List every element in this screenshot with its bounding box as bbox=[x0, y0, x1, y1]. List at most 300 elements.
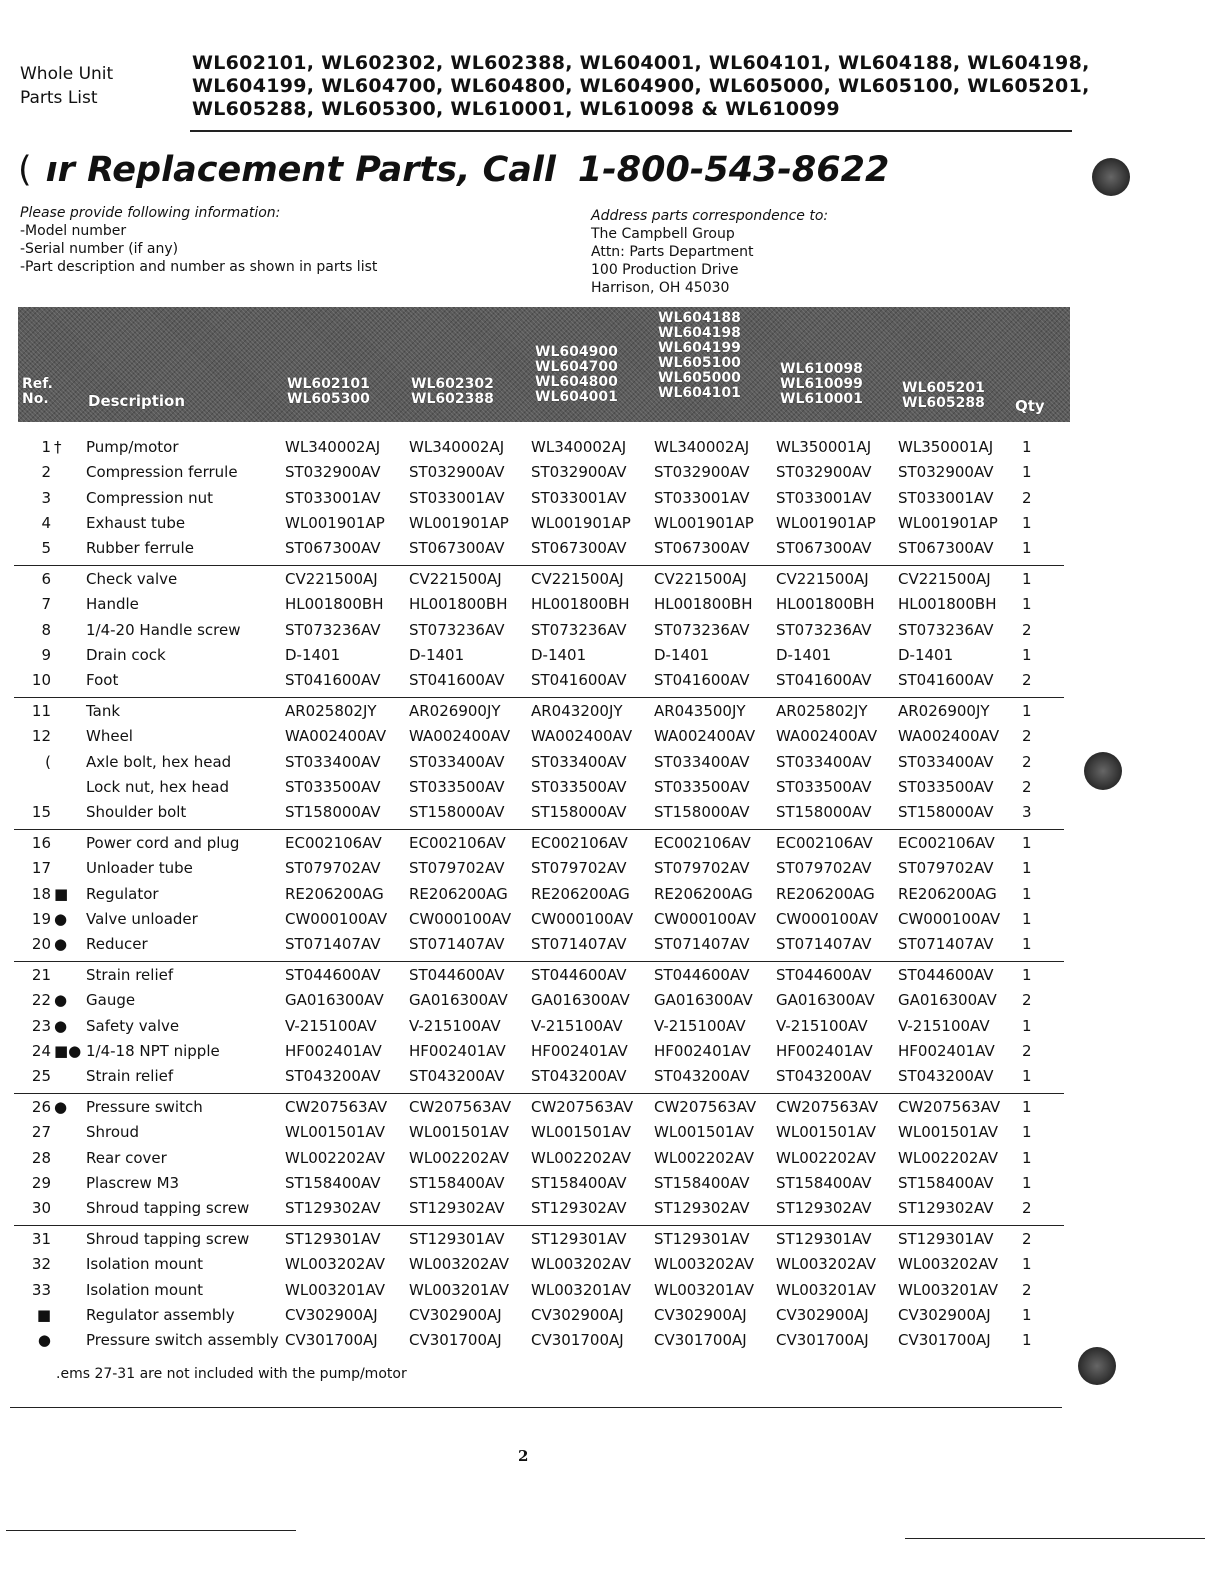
table-row bbox=[18, 1281, 1068, 1306]
parts-address-heading: Address parts correspondence to: bbox=[591, 208, 829, 224]
part-number: ST129301AV bbox=[285, 1230, 381, 1248]
part-number: ST044600AV bbox=[285, 966, 381, 984]
page-number: 2 bbox=[518, 1447, 529, 1465]
info-request bbox=[20, 204, 377, 276]
header-ref-line2: No. bbox=[22, 391, 49, 407]
part-number: ST032900AV bbox=[285, 463, 381, 482]
part-number: D-1401 bbox=[531, 645, 587, 664]
table-row bbox=[18, 671, 1068, 696]
table-row bbox=[18, 621, 1068, 646]
part-number: EC002106AV bbox=[898, 834, 995, 852]
table-row bbox=[18, 463, 1068, 488]
phone-number: 1-800-543-8622 bbox=[577, 150, 890, 190]
part-number: WL001901AP bbox=[776, 513, 876, 532]
model-list-line2: WL604199, WL604700, WL604800, WL604900, WL605000, WL605100, WL605201, bbox=[192, 75, 1090, 97]
part-number: ST032900AV bbox=[776, 463, 872, 482]
table-row bbox=[18, 646, 1068, 671]
part-number: WL002202AV bbox=[409, 1148, 510, 1167]
part-number: CV301700AJ bbox=[898, 1331, 991, 1350]
table-row bbox=[18, 966, 1068, 991]
part-number: ST033001AV bbox=[776, 488, 872, 507]
table-row bbox=[18, 935, 1068, 960]
part-number: ST041600AV bbox=[531, 671, 627, 690]
part-number: RE206200AG bbox=[531, 884, 630, 903]
part-number: WL340002AJ bbox=[654, 438, 750, 456]
part-number: CV302900AJ bbox=[531, 1305, 624, 1324]
ref-number: 20 bbox=[31, 935, 51, 954]
ref-number: 1 bbox=[41, 438, 51, 456]
part-number: ST043200AV bbox=[654, 1067, 750, 1086]
ref-number: 15 bbox=[31, 803, 51, 822]
part-number: ST041600AV bbox=[409, 671, 505, 690]
ref-number: 22 bbox=[31, 991, 51, 1010]
parts-address bbox=[591, 207, 828, 297]
part-number: WL001501AV bbox=[285, 1123, 386, 1142]
part-number: WL002202AV bbox=[531, 1148, 632, 1167]
part-number: AR026900JY bbox=[409, 702, 501, 720]
part-number: CV221500AJ bbox=[285, 570, 378, 588]
part-description: Drain cock bbox=[86, 645, 166, 664]
ref-number: 4 bbox=[41, 513, 51, 532]
table-row bbox=[18, 910, 1068, 935]
part-number: ST033400AV bbox=[531, 752, 627, 771]
part-number: ST158400AV bbox=[898, 1173, 994, 1192]
part-description: Pressure switch bbox=[86, 1098, 203, 1116]
quantity: 1 bbox=[1022, 570, 1032, 588]
assembly-marker: ● bbox=[54, 1016, 68, 1035]
part-number: WA002400AV bbox=[654, 727, 756, 746]
bottom-rule-left bbox=[6, 1530, 296, 1531]
quantity: 2 bbox=[1022, 1199, 1032, 1218]
part-number: WL340002AJ bbox=[409, 438, 505, 456]
part-number: V-215100AV bbox=[776, 1016, 868, 1035]
page-title bbox=[18, 150, 889, 190]
part-description: Lock nut, hex head bbox=[86, 777, 229, 796]
ref-number: 9 bbox=[41, 645, 51, 664]
ref-number: 28 bbox=[31, 1148, 51, 1167]
part-number: HF002401AV bbox=[898, 1041, 995, 1060]
part-number: ST079702AV bbox=[898, 859, 994, 878]
part-number: HL001800BH bbox=[898, 595, 997, 614]
ref-number: 11 bbox=[31, 702, 51, 720]
ref-number: ● bbox=[37, 1331, 51, 1350]
part-number: ST043200AV bbox=[531, 1067, 627, 1086]
group-divider bbox=[14, 1093, 1064, 1094]
quantity: 2 bbox=[1022, 1041, 1032, 1060]
part-number: WL003201AV bbox=[776, 1280, 877, 1299]
ref-number: 23 bbox=[31, 1016, 51, 1035]
ref-number: 33 bbox=[31, 1280, 51, 1299]
quantity: 1 bbox=[1022, 935, 1032, 954]
part-description: Rubber ferrule bbox=[86, 539, 194, 558]
quantity: 1 bbox=[1022, 909, 1032, 928]
part-description: Plascrew M3 bbox=[86, 1173, 180, 1192]
part-number: ST158000AV bbox=[898, 803, 994, 822]
table-row bbox=[18, 1174, 1068, 1199]
header-model: WL604198 bbox=[658, 325, 741, 341]
part-number: WL001501AV bbox=[409, 1123, 510, 1142]
part-number: ST041600AV bbox=[776, 671, 872, 690]
quantity: 1 bbox=[1022, 1255, 1032, 1274]
ref-number: ■ bbox=[36, 1305, 51, 1324]
part-number: RE206200AG bbox=[409, 884, 508, 903]
header-col1 bbox=[287, 377, 370, 407]
part-description: Compression nut bbox=[86, 488, 213, 507]
part-number: HL001800BH bbox=[776, 595, 875, 614]
part-number: ST073236AV bbox=[531, 620, 627, 639]
header-ref bbox=[22, 377, 53, 407]
assembly-marker: ● bbox=[54, 935, 68, 954]
table-row bbox=[18, 885, 1068, 910]
title-text: ır Replacement Parts, Call bbox=[45, 150, 556, 190]
header-col3 bbox=[535, 345, 618, 405]
ref-number: 24 bbox=[31, 1041, 51, 1060]
part-number: WL003201AV bbox=[531, 1280, 632, 1299]
part-number: RE206200AG bbox=[285, 884, 384, 903]
part-number: ST158000AV bbox=[285, 803, 381, 822]
part-number: WL002202AV bbox=[285, 1148, 386, 1167]
part-number: ST033500AV bbox=[409, 777, 505, 796]
part-number: HL001800BH bbox=[409, 595, 508, 614]
table-row bbox=[18, 1331, 1068, 1356]
part-number: V-215100AV bbox=[531, 1016, 623, 1035]
info-request-heading: Please provide following information: bbox=[20, 205, 281, 221]
ref-number: 17 bbox=[31, 859, 51, 878]
part-number: WL003201AV bbox=[898, 1280, 999, 1299]
part-number: ST073236AV bbox=[409, 620, 505, 639]
part-description: Power cord and plug bbox=[86, 834, 240, 852]
part-number: ST032900AV bbox=[531, 463, 627, 482]
part-number: RE206200AG bbox=[776, 884, 875, 903]
group-divider bbox=[14, 565, 1064, 566]
quantity: 2 bbox=[1022, 671, 1032, 690]
hole-punch-icon bbox=[1078, 1347, 1116, 1385]
part-number: WL001501AV bbox=[531, 1123, 632, 1142]
part-number: ST033400AV bbox=[285, 752, 381, 771]
part-description: Shroud bbox=[86, 1123, 140, 1142]
part-description: Compression ferrule bbox=[86, 463, 238, 482]
part-number: ST129301AV bbox=[776, 1230, 872, 1248]
header-model: WL604199 bbox=[658, 340, 741, 356]
part-description: Strain relief bbox=[86, 1067, 174, 1086]
part-number: ST158400AV bbox=[531, 1173, 627, 1192]
part-number: ST079702AV bbox=[776, 859, 872, 878]
part-description: Rear cover bbox=[86, 1148, 167, 1167]
part-number: CW207563AV bbox=[776, 1098, 879, 1116]
part-number: ST129302AV bbox=[531, 1199, 627, 1218]
part-number: ST129302AV bbox=[409, 1199, 505, 1218]
part-number: D-1401 bbox=[285, 645, 341, 664]
part-description: Check valve bbox=[86, 570, 178, 588]
group-divider bbox=[14, 1225, 1064, 1226]
header-model: WL604800 bbox=[535, 374, 618, 390]
quantity: 1 bbox=[1022, 539, 1032, 558]
part-number: ST158400AV bbox=[409, 1173, 505, 1192]
part-number: CV221500AJ bbox=[776, 570, 869, 588]
part-number: HF002401AV bbox=[409, 1041, 506, 1060]
header-ref-line1: Ref. bbox=[22, 376, 53, 392]
quantity: 2 bbox=[1022, 727, 1032, 746]
header-col2 bbox=[411, 377, 494, 407]
part-number: WL003202AV bbox=[285, 1255, 386, 1274]
part-number: ST033500AV bbox=[285, 777, 381, 796]
part-number: ST071407AV bbox=[285, 935, 381, 954]
part-number: ST071407AV bbox=[776, 935, 872, 954]
quantity: 1 bbox=[1022, 1305, 1032, 1324]
part-number: ST041600AV bbox=[898, 671, 994, 690]
info-request-item: -Model number bbox=[20, 223, 127, 239]
part-number: ST044600AV bbox=[776, 966, 872, 984]
model-list-line1: WL602101, WL602302, WL602388, WL604001, WL604101, WL604188, WL604198, bbox=[192, 52, 1090, 74]
part-description: 1/4-18 NPT nipple bbox=[86, 1041, 220, 1060]
part-number: ST067300AV bbox=[409, 539, 505, 558]
quantity: 2 bbox=[1022, 991, 1032, 1010]
part-number: ST158000AV bbox=[654, 803, 750, 822]
part-number: ST158000AV bbox=[409, 803, 505, 822]
table-row bbox=[18, 1098, 1068, 1123]
table-row bbox=[18, 778, 1068, 803]
part-number: ST041600AV bbox=[285, 671, 381, 690]
part-number: ST071407AV bbox=[409, 935, 505, 954]
part-number: WL002202AV bbox=[898, 1148, 999, 1167]
part-number: WL001501AV bbox=[776, 1123, 877, 1142]
part-number: ST041600AV bbox=[654, 671, 750, 690]
part-number: ST071407AV bbox=[654, 935, 750, 954]
group-divider bbox=[14, 961, 1064, 962]
part-number: RE206200AG bbox=[654, 884, 753, 903]
part-number: AR043500JY bbox=[654, 702, 746, 720]
header-model: WL610001 bbox=[780, 391, 863, 407]
table-row bbox=[18, 489, 1068, 514]
ref-number: 30 bbox=[31, 1199, 51, 1218]
part-number: WL003201AV bbox=[409, 1280, 510, 1299]
part-number: CV301700AJ bbox=[409, 1331, 502, 1350]
ref-number: 26 bbox=[31, 1098, 51, 1116]
part-number: ST044600AV bbox=[531, 966, 627, 984]
quantity: 1 bbox=[1022, 966, 1032, 984]
table-row bbox=[18, 570, 1068, 595]
model-list-line3: WL605288, WL605300, WL610001, WL610098 & WL610099 bbox=[192, 98, 840, 120]
part-number: CW000100AV bbox=[531, 909, 634, 928]
part-number: D-1401 bbox=[776, 645, 832, 664]
part-number: WL350001AJ bbox=[776, 438, 872, 456]
part-number: ST073236AV bbox=[776, 620, 872, 639]
part-number: ST033400AV bbox=[654, 752, 750, 771]
ref-number: 8 bbox=[41, 620, 51, 639]
ref-number: 2 bbox=[41, 463, 51, 482]
part-number: AR026900JY bbox=[898, 702, 990, 720]
part-number: CV221500AJ bbox=[654, 570, 747, 588]
part-number: GA016300AV bbox=[776, 991, 875, 1010]
part-number: AR043200JY bbox=[531, 702, 623, 720]
part-number: V-215100AV bbox=[285, 1016, 377, 1035]
part-number: ST032900AV bbox=[654, 463, 750, 482]
part-number: WL003202AV bbox=[531, 1255, 632, 1274]
part-number: WL001501AV bbox=[654, 1123, 755, 1142]
quantity: 1 bbox=[1022, 1067, 1032, 1086]
part-number: ST158400AV bbox=[776, 1173, 872, 1192]
quantity: 2 bbox=[1022, 1230, 1032, 1248]
header-model: WL604101 bbox=[658, 385, 741, 401]
part-number: CW207563AV bbox=[898, 1098, 1001, 1116]
part-number: WL001901AP bbox=[654, 513, 754, 532]
part-number: WL002202AV bbox=[776, 1148, 877, 1167]
table-row bbox=[18, 702, 1068, 727]
part-number: EC002106AV bbox=[531, 834, 628, 852]
part-number: WL340002AJ bbox=[285, 438, 381, 456]
table-row bbox=[18, 1067, 1068, 1092]
header-model: WL610098 bbox=[780, 361, 863, 377]
ref-number: 21 bbox=[31, 966, 51, 984]
part-number: HL001800BH bbox=[285, 595, 384, 614]
table-row bbox=[18, 1123, 1068, 1148]
part-number: ST043200AV bbox=[285, 1067, 381, 1086]
assembly-marker: ■● bbox=[54, 1041, 82, 1060]
ref-number: 19 bbox=[31, 909, 51, 928]
part-number: ST071407AV bbox=[531, 935, 627, 954]
header-model: WL604900 bbox=[535, 344, 618, 360]
header-model: WL610099 bbox=[780, 376, 863, 392]
table-row bbox=[18, 539, 1068, 564]
part-number: ST033500AV bbox=[776, 777, 872, 796]
part-number: CW000100AV bbox=[898, 909, 1001, 928]
part-number: CV221500AJ bbox=[531, 570, 624, 588]
header-model: WL605288 bbox=[902, 395, 985, 411]
part-number: WA002400AV bbox=[898, 727, 1000, 746]
quantity: 1 bbox=[1022, 595, 1032, 614]
header-col5 bbox=[780, 362, 863, 407]
quantity: 2 bbox=[1022, 777, 1032, 796]
part-number: ST129302AV bbox=[285, 1199, 381, 1218]
part-number: ST044600AV bbox=[654, 966, 750, 984]
ref-number: 31 bbox=[31, 1230, 51, 1248]
ref-number: ( bbox=[45, 752, 51, 771]
model-list bbox=[192, 52, 1092, 121]
part-description: 1/4-20 Handle screw bbox=[86, 620, 241, 639]
part-description: Regulator assembly bbox=[86, 1305, 235, 1324]
part-description: Isolation mount bbox=[86, 1280, 203, 1299]
hole-punch-icon bbox=[1084, 752, 1122, 790]
part-number: ST158000AV bbox=[776, 803, 872, 822]
header-col4 bbox=[658, 311, 741, 401]
hole-punch-icon bbox=[1092, 158, 1130, 196]
part-number: ST033400AV bbox=[776, 752, 872, 771]
parts-address-line: Attn: Parts Department bbox=[591, 244, 754, 260]
parts-address-line: Harrison, OH 45030 bbox=[591, 280, 730, 296]
part-number: ST033400AV bbox=[898, 752, 994, 771]
quantity: 1 bbox=[1022, 859, 1032, 878]
part-number: WL003201AV bbox=[285, 1280, 386, 1299]
footnote: .ems 27-31 are not included with the pump/motor bbox=[56, 1366, 407, 1382]
assembly-marker: † bbox=[54, 438, 62, 456]
part-description: Tank bbox=[86, 702, 121, 720]
header-col6 bbox=[902, 381, 985, 411]
quantity: 1 bbox=[1022, 645, 1032, 664]
part-number: CV221500AJ bbox=[898, 570, 991, 588]
part-number: ST079702AV bbox=[654, 859, 750, 878]
table-row bbox=[18, 438, 1068, 463]
part-number: ST043200AV bbox=[776, 1067, 872, 1086]
part-number: ST079702AV bbox=[409, 859, 505, 878]
table-row bbox=[18, 753, 1068, 778]
part-number: ST158400AV bbox=[654, 1173, 750, 1192]
part-description: Isolation mount bbox=[86, 1255, 203, 1274]
part-number: CV302900AJ bbox=[898, 1305, 991, 1324]
ref-number: 7 bbox=[41, 595, 51, 614]
part-number: ST129302AV bbox=[654, 1199, 750, 1218]
header-model: WL602302 bbox=[411, 376, 494, 392]
table-row bbox=[18, 1017, 1068, 1042]
part-number: CV301700AJ bbox=[654, 1331, 747, 1350]
part-number: CW207563AV bbox=[409, 1098, 512, 1116]
table-row bbox=[18, 803, 1068, 828]
part-number: ST079702AV bbox=[531, 859, 627, 878]
ref-number: 25 bbox=[31, 1067, 51, 1086]
part-number: HF002401AV bbox=[531, 1041, 628, 1060]
table-row bbox=[18, 1230, 1068, 1255]
part-description: Shoulder bolt bbox=[86, 803, 187, 822]
header-model: WL602101 bbox=[287, 376, 370, 392]
part-number: ST073236AV bbox=[654, 620, 750, 639]
part-number: CV301700AJ bbox=[285, 1331, 378, 1350]
part-description: Reducer bbox=[86, 935, 148, 954]
quantity: 1 bbox=[1022, 1016, 1032, 1035]
part-number: WL001501AV bbox=[898, 1123, 999, 1142]
part-number: ST033001AV bbox=[409, 488, 505, 507]
header-model: WL605100 bbox=[658, 355, 741, 371]
part-description: Gauge bbox=[86, 991, 136, 1010]
part-number: ST044600AV bbox=[409, 966, 505, 984]
quantity: 1 bbox=[1022, 1331, 1032, 1350]
part-number: ST044600AV bbox=[898, 966, 994, 984]
quantity: 1 bbox=[1022, 1173, 1032, 1192]
part-number: CW207563AV bbox=[531, 1098, 634, 1116]
part-number: ST033001AV bbox=[531, 488, 627, 507]
header-model: WL604188 bbox=[658, 310, 741, 326]
table-row bbox=[18, 834, 1068, 859]
quantity: 1 bbox=[1022, 1098, 1032, 1116]
part-number: ST067300AV bbox=[776, 539, 872, 558]
table-row bbox=[18, 1255, 1068, 1280]
header-model: WL605201 bbox=[902, 380, 985, 396]
part-number: V-215100AV bbox=[654, 1016, 746, 1035]
part-description: Pressure switch assembly bbox=[86, 1331, 279, 1350]
part-number: CW207563AV bbox=[654, 1098, 757, 1116]
part-description: Pump/motor bbox=[86, 438, 179, 456]
table-row bbox=[18, 595, 1068, 620]
assembly-marker: ■ bbox=[54, 884, 69, 903]
part-description: Foot bbox=[86, 671, 119, 690]
ref-number: 27 bbox=[31, 1123, 51, 1142]
part-number: CW000100AV bbox=[776, 909, 879, 928]
ref-number: 3 bbox=[41, 488, 51, 507]
part-number: ST073236AV bbox=[898, 620, 994, 639]
part-number: ST032900AV bbox=[409, 463, 505, 482]
part-number: ST129301AV bbox=[531, 1230, 627, 1248]
part-number: ST071407AV bbox=[898, 935, 994, 954]
part-number: ST158400AV bbox=[285, 1173, 381, 1192]
footer-divider bbox=[10, 1407, 1062, 1408]
part-number: ST033001AV bbox=[654, 488, 750, 507]
ref-number: 16 bbox=[31, 834, 51, 852]
part-number: GA016300AV bbox=[898, 991, 997, 1010]
info-request-item: -Part description and number as shown in parts list bbox=[20, 259, 378, 275]
part-number: WA002400AV bbox=[531, 727, 633, 746]
part-number: EC002106AV bbox=[285, 834, 382, 852]
part-number: ST129302AV bbox=[898, 1199, 994, 1218]
table-row bbox=[18, 1149, 1068, 1174]
part-number: CV302900AJ bbox=[776, 1305, 869, 1324]
